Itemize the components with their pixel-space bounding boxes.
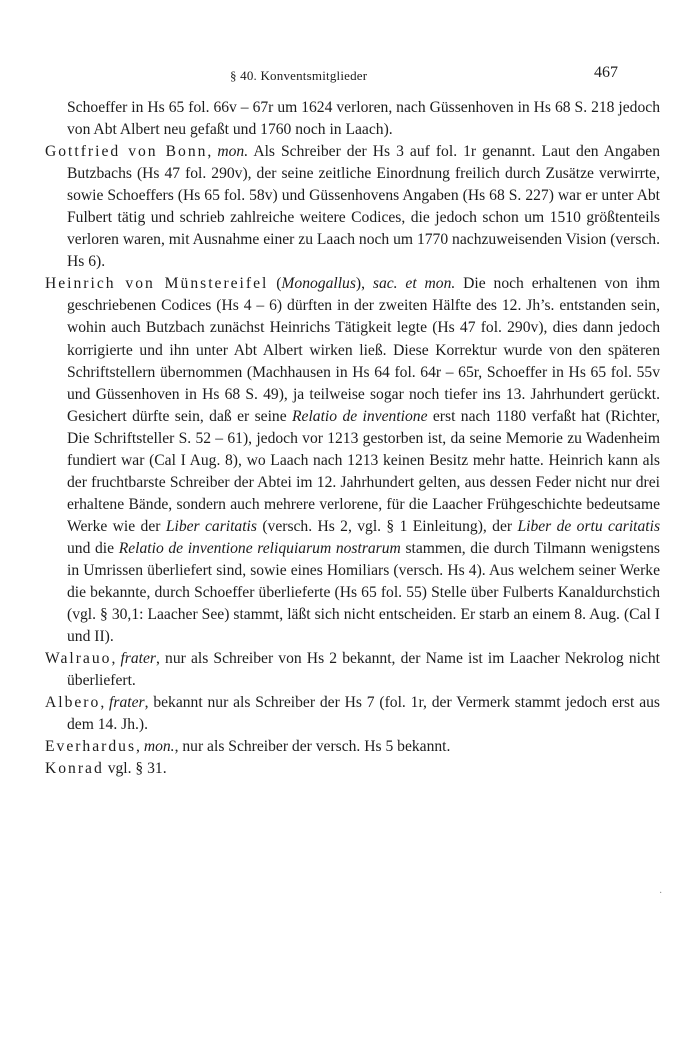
work-title: Liber caritatis <box>165 517 257 535</box>
entry-name: Walrauo <box>45 650 112 668</box>
margin-dot: · <box>659 888 663 899</box>
entry-text: nur als Schreiber von Hs 2 bekannt, der Name ist im Laacher Nekrolog nicht überliefert. <box>67 650 660 690</box>
work-title: Relatio de inventione reliquiarum nostrarum <box>118 539 401 557</box>
work-title: Relatio de inventione <box>292 407 428 425</box>
page-number: 467 <box>594 64 618 81</box>
entry-text: erst nach 1180 verfaßt hat (Richter, Die Schriftsteller S. 52 – 61), jedoch vor 1213 gestorben ist, da seine Memorie zu Wadenheim fundiert war (Cal I Aug. 8), wo Laach nach 1213 keinen Besitz mehr hatte. Heinrich kann als der fruchtbarste Schreiber der Abtei im 12. Jahrhundert gelten, aus dessen Feder nicht nur drei erhaltene Bände, sondern auch mehrere verlorene, für die Laacher Frühgeschichte bedeutsame Werke wie der <box>67 407 660 535</box>
entry-albero: Albero, frater, bekannt nur als Schreiber der Hs 7 (fol. 1r, der Vermerk stammt jedoch erst aus dem 14. Jh.). <box>45 694 661 734</box>
entry-title: mon. <box>217 143 249 161</box>
entry-title: frater <box>120 650 156 668</box>
entry-text: und die <box>67 539 115 557</box>
entry-konrad <box>45 758 660 780</box>
entry-heinrich: Heinrich von Münstereifel (Monogallus), sac. et mon. Die noch erhaltenen von ihm geschriebenen Codices (Hs 4 – 6) dürften in der zweiten Hälfte des 12. Jh’s. entstanden sein, wohin auch Butzbach zunächst Heinrichs Tätigkeit legte (Hs 47 fol. 290v), dies dann jedoch korrigierte und ihn unter Abt Albert wirken ließ. Diese Korrektur wurde von den späteren Schriftstellern übernommen (Machhausen in Hs 64 fol. 64r – 65r, Schoeffer in Hs 65 fol. 55v und Güssenhoven in Hs 68 S. 49), ja teilweise sogar noch tiefer ins 13. Jahrhundert gerückt. Gesichert dürfte sein, daß er seine Relatio de inventione erst nach 1180 verfaßt hat (Richter, Die Schriftsteller S. 52 – 61), jedoch vor 1213 gestorben ist, da seine Memorie zu Wadenheim fundiert war (Cal I Aug. 8), wo Laach nach 1213 keinen Besitz mehr hatte. Heinrich kann als der fruchtbarste Schreiber der Abtei im 12. Jahrhundert gelten, aus dessen Feder nicht nur drei erhaltene Bände, sondern auch mehrere verlorene, für die Laacher Frühgeschichte bedeutsame Werke wie der Liber caritatis (versch. Hs 2, vgl. § 1 Einleitung), der Liber de ortu caritatis und die Relatio de inventione reliquiarum nostrarum stammen, die durch Tilmann wenigstens in Umrissen überliefert sind, sowie eines Homiliars (versch. Hs 4). Aus welchem seiner Werke die bekannte, durch Schoeffer überlieferte (Hs 65 fol. 55) Stelle über Fulberts Kanaldurchstich (vgl. § 30,1: Laacher See) stammt, läßt sich nicht entscheiden. Er starb an einem 8. Aug. (Cal I und II). <box>45 275 661 646</box>
entry-name: Albero <box>45 694 101 712</box>
work-title: Liber de ortu caritatis <box>517 517 661 535</box>
entry-text: (versch. Hs 2, vgl. § 1 Einleitung), der <box>262 517 513 535</box>
entry-name: Konrad <box>45 760 104 778</box>
entry-alias: Monogallus <box>281 275 356 293</box>
running-head: § 40. Konventsmitglieder <box>230 68 368 83</box>
entry-text: Als Schreiber der Hs 3 auf fol. 1r genannt. Laut den Angaben Butzbachs (Hs 47 fol. 290v), der seine zeitliche Einordnung freilich durch Zusätze verwirrte, sowie Schoeffers (Hs 65 fol. 58v) und Güssenhovens Angaben (Hs 68 S. 227) war er unter Abt Fulbert tätig und schrieb zahlreiche weitere Codices, die jedoch schon um 1510 größtenteils verloren waren, mit Ausnahme einer zu Laach noch um 1770 nachzuweisenden Vision (versch. Hs 6). <box>67 143 661 271</box>
entry-name: Everhardus <box>45 738 137 756</box>
entry-text: bekannt nur als Schreiber der Hs 7 (fol. 1r, der Vermerk stammt jedoch erst aus dem 14. Jh.). <box>67 694 661 734</box>
entry-gottfried: Gottfried von Bonn, mon. Als Schreiber der Hs 3 auf fol. 1r genannt. Laut den Angaben Butzbachs (Hs 47 fol. 290v), der seine zeitliche Einordnung freilich durch Zusätze verwirrte, sowie Schoeffers (Hs 65 fol. 58v) und Güssenhovens Angaben (Hs 68 S. 227) war er unter Abt Fulbert tätig und schrieb zahlreiche weitere Codices, die jedoch schon um 1510 größtenteils verloren waren, mit Ausnahme einer zu Laach noch um 1770 nachzuweisenden Vision (versch. Hs 6). <box>45 143 661 271</box>
entry-title: frater <box>109 694 145 712</box>
entry-title: mon. <box>143 738 175 756</box>
page-body <box>45 97 660 780</box>
entry-name: Heinrich von Münstereifel <box>45 275 269 293</box>
entry-name: Gottfried von Bonn <box>45 143 208 161</box>
entry-text: stammen, die durch Tilmann wenigstens in Umrissen überliefert sind, sowie eines Homiliars (versch. Hs 4). Aus welchem seiner Werke die bekannte, durch Schoeffer überlieferte (Hs 65 fol. 55) Stelle über Fulberts Kanaldurchstich (vgl. § 30,1: Laacher See) stammt, läßt sich nicht entscheiden. Er starb an einem 8. Aug. (Cal I und II). <box>67 539 660 646</box>
entry-everhardus: Everhardus, mon., nur als Schreiber der versch. Hs 5 bekannt. <box>45 738 451 756</box>
entry-text: vgl. § 31. <box>107 760 167 778</box>
entry-text: Die noch erhaltenen von ihm geschriebenen Codices (Hs 4 – 6) dürften in der zweiten Hälfte des 12. Jh’s. entstanden sein, wohin auch Butzbach zunächst Heinrichs Tätigkeit legte (Hs 47 fol. 290v), dies dann jedoch korrigierte und ihn unter Abt Albert wirken ließ. Diese Korrektur wurde von den späteren Schriftstellern übernommen (Machhausen in Hs 64 fol. 64r – 65r, Schoeffer in Hs 65 fol. 55v und Güssenhoven in Hs 68 S. 49), ja teilweise sogar noch tiefer ins 13. Jahrhundert gerückt. Gesichert dürfte sein, daß er seine <box>67 275 660 425</box>
entry-continuation <box>45 97 660 141</box>
entry-text: Schoeffer in Hs 65 fol. 66v – 67r um 1624 verloren, nach Güssenhoven in Hs 68 S. 218 jedoch von Abt Albert neu gefaßt und 1760 noch in Laach). <box>67 99 660 139</box>
entry-title: sac. et mon. <box>372 275 456 293</box>
entry-text: nur als Schreiber der versch. Hs 5 bekannt. <box>182 738 451 756</box>
entry-walrauo: Walrauo, frater, nur als Schreiber von Hs 2 bekannt, der Name ist im Laacher Nekrolog nicht überliefert. <box>45 650 660 690</box>
page-header <box>40 64 664 88</box>
